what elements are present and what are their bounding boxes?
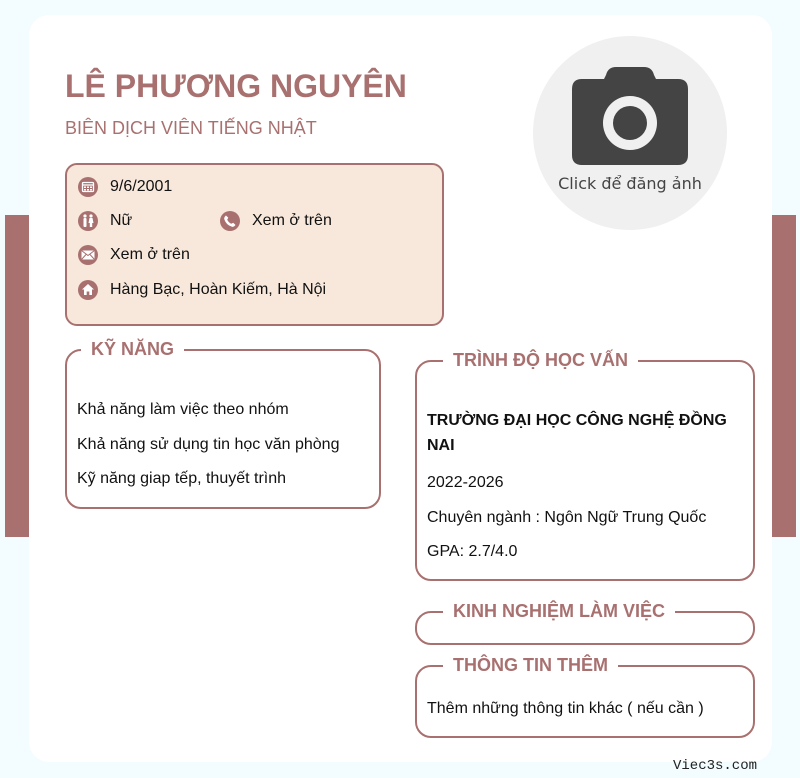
personal-info-box: [65, 163, 444, 326]
skills-section: [65, 339, 381, 509]
watermark: Viec3s.com: [673, 758, 758, 774]
email-value: Xem ở trên: [110, 246, 190, 263]
experience-section: [415, 601, 755, 645]
phone-icon: [220, 211, 240, 231]
birthday-value: 9/6/2001: [110, 178, 173, 195]
avatar-upload[interactable]: [533, 36, 727, 230]
education-years[interactable]: 2022-2026: [427, 474, 504, 491]
education-title[interactable]: TRÌNH ĐỘ HỌC VẤN: [443, 349, 638, 371]
additional-info-title[interactable]: THÔNG TIN THÊM: [443, 654, 618, 676]
phone-value: Xem ở trên: [252, 212, 332, 229]
job-title[interactable]: BIÊN DỊCH VIÊN TIẾNG NHẬT: [65, 118, 317, 138]
education-section: [415, 350, 755, 581]
email-row[interactable]: [78, 245, 190, 265]
education-major[interactable]: Chuyên ngành : Ngôn Ngữ Trung Quốc: [427, 509, 707, 526]
right-accent-bar: [772, 215, 796, 537]
camera-icon: [572, 65, 688, 165]
skill-item[interactable]: Khả năng làm việc theo nhóm: [77, 401, 289, 418]
gender-icon: [78, 211, 98, 231]
gender-row[interactable]: [78, 211, 132, 231]
additional-info-section: [415, 655, 755, 738]
education-gpa[interactable]: GPA: 2.7/4.0: [427, 543, 518, 560]
skill-item[interactable]: Kỹ năng giap tếp, thuyết trình: [77, 470, 287, 487]
avatar-upload-label: Click để đăng ảnh: [558, 174, 702, 193]
calendar-icon: [78, 177, 98, 197]
left-accent-bar: [5, 215, 29, 537]
experience-title[interactable]: KINH NGHIỆM LÀM VIỆC: [443, 600, 675, 622]
gender-value: Nữ: [110, 212, 133, 229]
address-row[interactable]: [78, 280, 326, 300]
skills-title[interactable]: KỸ NĂNG: [81, 338, 184, 360]
school-name[interactable]: TRƯỜNG ĐẠI HỌC CÔNG NGHỆ ĐỒNG NAI: [427, 412, 727, 454]
additional-info-text[interactable]: Thêm những thông tin khác ( nếu cần ): [427, 700, 704, 717]
address-value: Hàng Bạc, Hoàn Kiếm, Hà Nội: [110, 281, 327, 298]
birthday-row[interactable]: [78, 177, 172, 197]
skill-item[interactable]: Khả năng sử dụng tin học văn phòng: [77, 436, 340, 453]
mail-icon: [78, 245, 98, 265]
candidate-name[interactable]: LÊ PHƯƠNG NGUYÊN: [65, 68, 407, 104]
phone-row[interactable]: [220, 211, 332, 231]
home-icon: [78, 280, 98, 300]
